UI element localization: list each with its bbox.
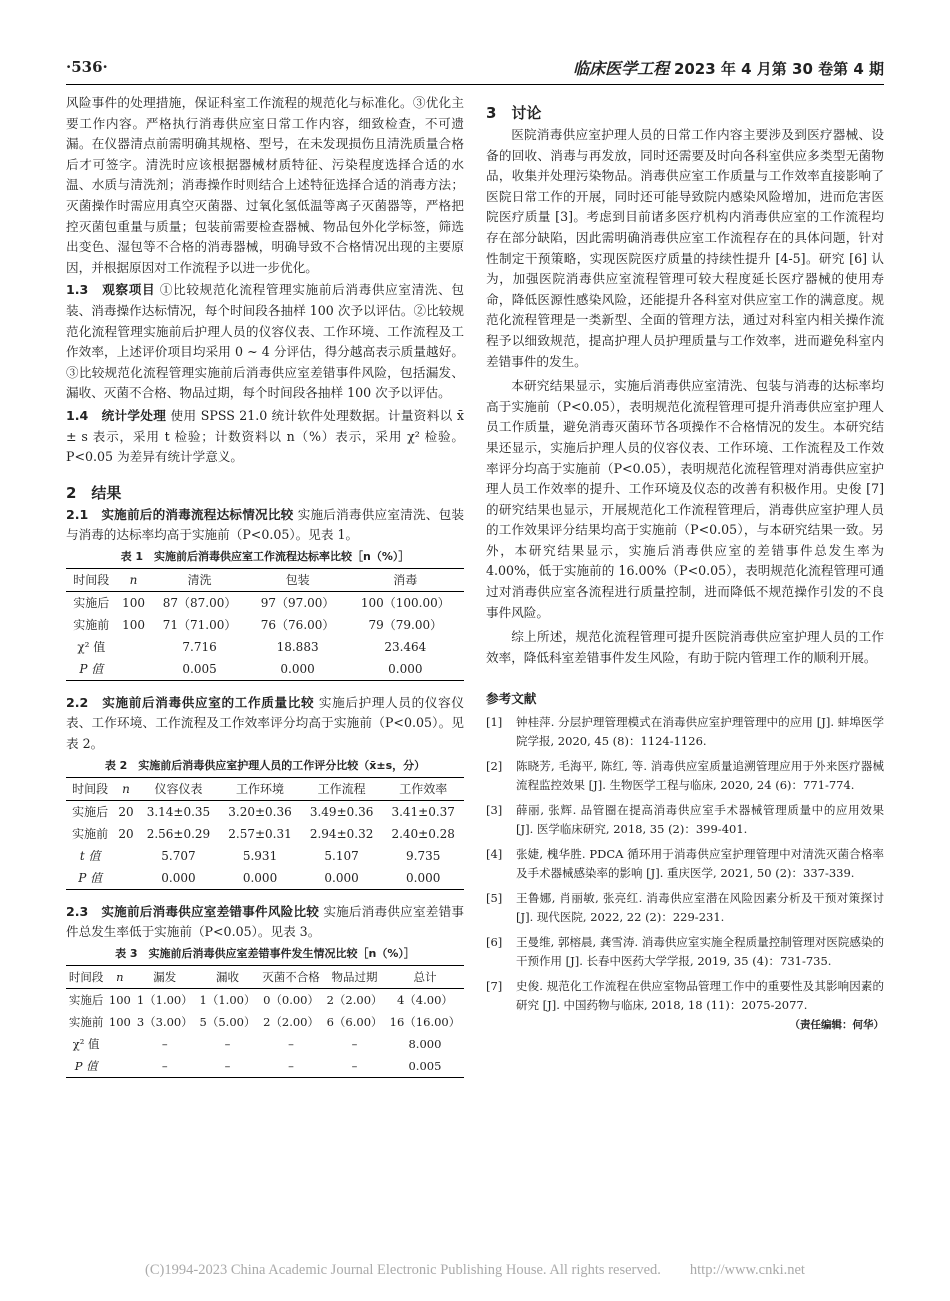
table-cell: 0.005	[386, 1055, 464, 1078]
table-row	[66, 658, 464, 681]
table-cell: 0.000	[382, 867, 464, 890]
reference-item	[486, 757, 884, 795]
reference-item	[486, 845, 884, 883]
table-cell: –	[196, 1055, 259, 1078]
table-2-header: 工作流程	[301, 777, 383, 800]
table-cell: 20	[118, 826, 134, 841]
table-3-header: n	[106, 965, 133, 988]
section-2-2-heading: 2.2 实施前后消毒供应室的工作质量比较	[66, 694, 315, 710]
table-1-header: 时间段	[66, 568, 117, 591]
table-cell: 8.000	[408, 1036, 442, 1051]
reference-text: 史俊. 规范化工作流程在供应室物品管理工作中的重要性及其影响因素的研究 [J]. 中国药物与临床, 2018, 18 (11)：2075-2077.	[516, 979, 884, 1013]
table-cell	[117, 658, 151, 681]
reference-number: [5]	[486, 891, 503, 906]
section-2-3-heading: 2.3 实施前后消毒供应室差错事件风险比较	[66, 903, 320, 919]
journal-title: 临床医学工程	[573, 59, 670, 78]
table-2-header: n	[114, 777, 137, 800]
discussion-paragraph-3: 综上所述，规范化流程管理可提升医院消毒供应室护理人员的工作效率，降低科室差错事件发生风险，有助于院内管理工作的顺利开展。	[486, 629, 884, 665]
table-cell: 6（6.00）	[326, 1014, 383, 1029]
table-3-header: 总计	[386, 965, 464, 988]
reference-number: [6]	[486, 935, 503, 950]
reference-text: 薛丽, 张辉. 品管圈在提高消毒供应室手术器械管理质量中的应用效果 [J]. 医学临床研究, 2018, 35 (2)：399-401.	[516, 803, 884, 837]
table-cell: –	[351, 1036, 358, 1051]
table-cell: 18.883	[276, 639, 319, 654]
table-1-header: 清洗	[151, 568, 249, 591]
table-cell: 3.20±0.36	[228, 804, 292, 819]
table-cell: 2.40±0.28	[391, 826, 455, 841]
section-2-1	[66, 505, 464, 546]
references-heading: 参考文献	[486, 691, 537, 707]
table-row	[66, 1033, 464, 1055]
table-cell: 1（1.00）	[136, 992, 193, 1007]
copyright-footer: (C)1994-2023 China Academic Journal Electronic Publishing House. All rights reserved. http://www.cnki.net	[145, 1262, 805, 1278]
table-cell: 实施前	[68, 1014, 104, 1029]
table-cell: 100	[108, 992, 131, 1007]
table-row	[66, 867, 464, 890]
reference-text: 钟桂萍. 分层护理管理模式在消毒供应室护理管理中的应用 [J]. 蚌埠医学院学报, 2020, 45 (8)：1124-1126.	[516, 715, 884, 749]
table-cell: 3.14±0.35	[146, 804, 211, 819]
table-1-header: n	[117, 568, 151, 591]
table-cell: 100	[122, 595, 145, 610]
table-cell: t 值	[79, 849, 101, 864]
section-3-heading: 3 讨论	[486, 104, 542, 122]
table-cell: 2.56±0.29	[146, 826, 211, 841]
table-3	[66, 965, 464, 1078]
table-cell: 3.41±0.37	[391, 804, 455, 819]
table-row	[66, 845, 464, 867]
reference-item	[486, 713, 884, 751]
table-cell: 5（5.00）	[199, 1014, 256, 1029]
table-row	[66, 1055, 464, 1078]
section-1-3-body: ①比较规范化流程管理实施前后消毒供应室清洗、包装、消毒操作达标情况，每个时间段各抽样 100 次予以评估。②比较规范化流程管理实施前后护理人员的仪容仪表、工作环境、工作流程及工作效率，上述评价项目均采用 0 ~ 4 分评估，得分越高表示质量越好。③比较规范化流程管理实施前后消毒供应室差错事件风险，包括漏发、漏收、灭菌不合格、物品过期，每个时间段各抽样 100 次予以评估。	[66, 282, 465, 401]
table-row	[66, 636, 464, 658]
table-cell: –	[161, 1036, 168, 1051]
reference-text: 王鲁娜, 肖丽敏, 张亮红. 消毒供应室潜在风险因素分析及干预对策探讨 [J]. 现代医院, 2022, 22 (2)：229-231.	[516, 891, 884, 925]
table-cell: 0.005	[151, 658, 249, 681]
section-2-2-body: 实施后护理人员的仪容仪表、工作环境、工作流程及工作效率评分均高于实施前（P<0.05）。见表 2。	[66, 694, 465, 752]
section-1-3	[66, 280, 464, 404]
section-1-4-body: 使用 SPSS 21.0 统计软件处理数据。计量资料以 x̄ ± s 表示，采用 t 检验；计数资料以 n（%）表示，采用 χ² 检验。P<0.05 为差异有统计学意义。	[66, 407, 464, 465]
table-3-header: 物品过期	[323, 965, 386, 988]
section-2-1-heading: 2.1 实施前后的消毒流程达标情况比较	[66, 506, 294, 522]
table-2-header: 仪容仪表	[138, 777, 220, 800]
table-2-header: 时间段	[66, 777, 114, 800]
table-cell: 0.000	[138, 867, 220, 890]
header-rule	[66, 84, 884, 85]
table-cell: 0.000	[347, 658, 464, 681]
reference-text: 陈晓芳, 毛海平, 陈红, 等. 消毒供应室质量追溯管理应用于外来医疗器械流程监控效果 [J]. 生物医学工程与临床, 2020, 24 (6)：771-774.	[516, 759, 884, 793]
section-2-1-body: 实施后消毒供应室清洗、包装与消毒的达标率均高于实施前（P<0.05）。见表 1。	[66, 506, 464, 543]
table-cell: –	[133, 1055, 196, 1078]
table-cell	[106, 1055, 133, 1078]
table-cell: –	[288, 1036, 294, 1051]
table-cell: 实施后	[68, 992, 104, 1007]
table-row	[66, 591, 464, 614]
table-cell: χ² 值	[77, 640, 106, 655]
table-1-caption: 表 1 实施前后消毒供应室工作流程达标率比较［n（%）］	[120, 549, 410, 563]
table-cell: 7.716	[182, 639, 217, 654]
reference-number: [1]	[486, 715, 503, 730]
right-column	[486, 102, 884, 1032]
table-cell: P 值	[66, 658, 117, 681]
intro-paragraph: 风险事件的处理措施，保证科室工作流程的规范化与标准化。③优化主要工作内容。严格执行消毒供应室日常工作内容，细致检查，不可遗漏。在仪器清点前需明确其规格、型号，在未发现损伤且清洗质量合格后才可签字。清洗时应该根据器械材质特征、污染程度选择合适的水温、水质与清洗剂；消毒操作时则结合上述特征选择合适的消毒方法；灭菌操作时需应用真空灭菌器、过氧化氢低温等离子灭菌器等，严格把控灭菌包重量与质量；包装前需要检查器械、物品包外化学标签，筛选出变色、湿包等不合格的消毒器械，明确导致不合格情况出现的主要原因，并根据原因对工作流程予以进一步优化。	[66, 95, 464, 275]
page-number: ·536·	[66, 58, 108, 76]
table-3-header: 漏收	[196, 965, 259, 988]
journal-issue: 2023 年 4 月第 30 卷第 4 期	[673, 60, 884, 78]
table-cell: 实施后	[73, 596, 110, 611]
table-cell: 71（71.00）	[162, 618, 237, 633]
table-cell: 16（16.00）	[389, 1014, 461, 1029]
table-1-header: 消毒	[347, 568, 464, 591]
reference-number: [2]	[486, 759, 503, 774]
table-cell	[117, 636, 151, 658]
reference-item	[486, 801, 884, 839]
editor-note: （责任编辑：何华）	[789, 1019, 884, 1032]
table-3-header: 时间段	[66, 965, 106, 988]
section-2-2	[66, 693, 464, 755]
reference-item	[486, 933, 884, 971]
table-cell: 76（76.00）	[260, 618, 335, 633]
reference-number: [3]	[486, 803, 503, 818]
reference-number: [7]	[486, 979, 503, 994]
table-cell: 3（3.00）	[136, 1014, 193, 1029]
table-cell: 5.107	[324, 848, 359, 863]
section-2-3	[66, 902, 464, 943]
table-cell	[106, 1033, 133, 1055]
table-3-header: 灭菌不合格	[259, 965, 323, 988]
table-cell: 79（79.00）	[368, 618, 443, 633]
table-cell: χ² 值	[72, 1036, 100, 1051]
table-cell: 实施后	[72, 805, 109, 820]
section-1-4	[66, 406, 464, 468]
table-2-header: 工作环境	[219, 777, 301, 800]
table-row	[66, 823, 464, 845]
table-cell: 97（97.00）	[260, 596, 335, 611]
table-3-header: 漏发	[133, 965, 196, 988]
table-cell: 3.49±0.36	[309, 804, 374, 819]
table-cell: 0.000	[219, 867, 301, 890]
table-row	[66, 988, 464, 1011]
table-cell: –	[323, 1055, 386, 1078]
table-cell	[114, 845, 137, 867]
table-cell: 2（2.00）	[326, 992, 383, 1007]
table-row	[66, 1011, 464, 1033]
table-row	[66, 800, 464, 823]
discussion-paragraph-2: 本研究结果显示，实施后消毒供应室清洗、包装与消毒的达标率均高于实施前（P<0.05），表明规范化流程管理可提升消毒供应室护理人员工作质量，避免消毒灭菌环节各项操作不合格情况的发生。本研究结果还显示，实施后护理人员的仪容仪表、工作环境、工作流程及工作效率评分均高于实施前（P<0.05），表明规范化流程管理对消毒供应室护理人员工作效率的提升、工作环境及仪态的改善有积极作用。史俊 [7] 的研究结果也显示，开展规范化工作流程管理后，消毒供应室护理人员的工作效果评分结果均高于实施前（P<0.05），与本研究结果一致。另外，本研究结果显示，实施后消毒供应室的差错事件总发生率为 4.00%，低于实施前的 16.00%（P<0.05），表明规范化流程管理可通过对消毒供应室各流程进行质量控制，进而降低不规范操作引发的不良事件风险。	[486, 378, 884, 620]
table-cell: 0.000	[249, 658, 347, 681]
table-cell: 5.931	[242, 848, 278, 863]
table-cell: 5.707	[161, 848, 196, 863]
table-cell: 2.94±0.32	[309, 826, 374, 841]
table-cell: 23.464	[384, 639, 427, 654]
table-cell: 0.000	[301, 867, 383, 890]
table-cell: 1（1.00）	[199, 992, 256, 1007]
section-1-3-heading: 1.3 观察项目	[66, 282, 156, 298]
table-cell: P 值	[66, 1055, 106, 1078]
table-cell: –	[224, 1036, 231, 1051]
table-2	[66, 777, 464, 890]
table-cell	[114, 867, 137, 890]
table-cell: 87（87.00）	[162, 596, 237, 611]
table-cell: 2（2.00）	[263, 1014, 319, 1029]
table-cell: 4（4.00）	[396, 992, 453, 1007]
table-cell: 100（100.00）	[360, 596, 450, 611]
journal-header	[573, 56, 884, 79]
table-1	[66, 568, 464, 681]
table-3-caption: 表 3 实施前后消毒供应室差错事件发生情况比较［n（%）］	[115, 946, 415, 960]
table-cell: 2.57±0.31	[228, 826, 292, 841]
reference-number: [4]	[486, 847, 503, 862]
table-1-header: 包装	[249, 568, 347, 591]
table-2-caption: 表 2 实施前后消毒供应室护理人员的工作评分比较（x̄±s，分）	[104, 758, 426, 772]
reference-item	[486, 889, 884, 927]
section-2-3-body: 实施后消毒供应室差错事件总发生率低于实施前（P<0.05）。见表 3。	[66, 903, 464, 940]
table-cell: 实施前	[72, 827, 109, 842]
left-column	[66, 93, 464, 1078]
table-cell: P 值	[66, 867, 114, 890]
table-row	[66, 614, 464, 636]
table-cell: 20	[118, 804, 134, 819]
section-2-heading: 2 结果	[66, 483, 122, 502]
table-cell: 实施前	[73, 618, 110, 633]
table-cell: –	[259, 1055, 323, 1078]
discussion-paragraph-1: 医院消毒供应室护理人员的日常工作内容主要涉及到医疗器械、设备的回收、消毒与再发放，同时还需要及时向各科室供应多类型无菌物品，收集并处理污染物品。消毒供应室工作质量与工作效率直接影响了医院日常工作的开展，同时还可能导致院内感染风险增加，进而危害医院医疗质量 [3]。考虑到目前诸多医疗机构内消毒供应室的工作流程均存在部分缺陷，因此需明确消毒供应室工作流程存在的具体问题，针对性制定干预策略，实现医院医疗质量的持续性提升 [4-5]。研究 [6] 认为，加强医院消毒供应室流程管理可较大程度延长医疗器械的使用寿命，降低医源性感染风险，还能提升各科室对供应室工作的满意度。规范化流程管理是一类新型、全面的管理方法，通过对科室内相关操作流程予以细致规范，提高护理人员护理质量与工作效率，进而避免科室内差错事件的发生。	[486, 127, 884, 369]
reference-text: 王曼维, 郭榕晨, 龚雪涛. 消毒供应室实施全程质量控制管理对医院感染的干预作用 [J]. 长春中医药大学学报, 2019, 35 (4)：731-735.	[516, 935, 884, 969]
table-2-header: 工作效率	[382, 777, 464, 800]
section-1-4-heading: 1.4 统计学处理	[66, 407, 167, 423]
reference-item	[486, 977, 884, 1015]
table-cell: 100	[108, 1014, 131, 1029]
reference-text: 张婕, 槐华胜. PDCA 循环用于消毒供应室护理管理中对清洗灭菌合格率及手术器械感染率的影响 [J]. 重庆医学, 2021, 50 (2)：337-339.	[516, 847, 884, 881]
table-cell: 0（0.00）	[263, 992, 319, 1007]
table-cell: 100	[122, 617, 145, 632]
table-cell: 9.735	[406, 848, 441, 863]
